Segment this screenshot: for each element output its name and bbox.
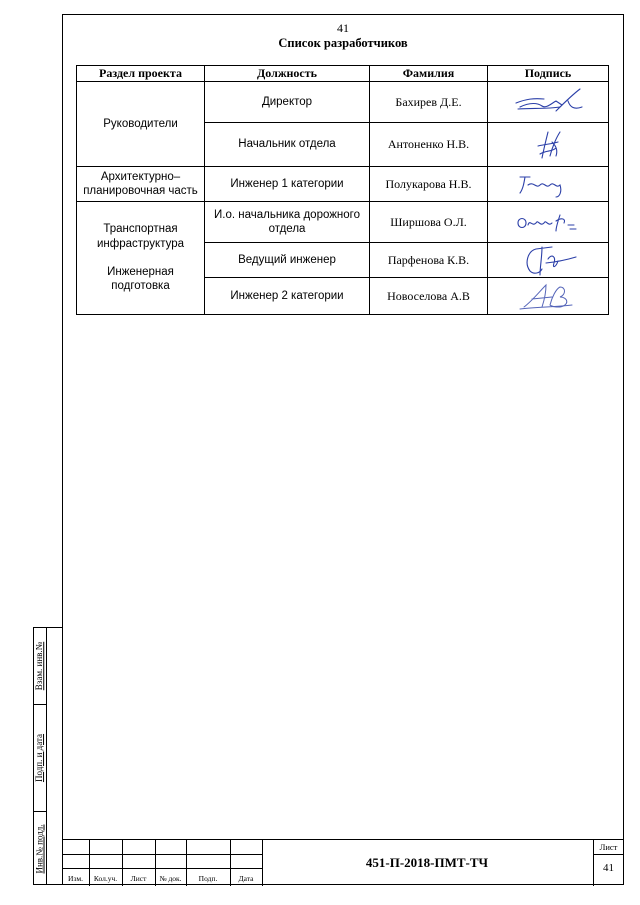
section-transport bbox=[77, 202, 205, 315]
margin-podp-label: Подп. и дата bbox=[34, 733, 45, 783]
table-header-row bbox=[77, 66, 609, 82]
title-block bbox=[62, 839, 624, 885]
developers-table bbox=[76, 65, 609, 315]
page-frame bbox=[62, 14, 624, 885]
surname-cell: Антоненко Н.В. bbox=[370, 123, 488, 167]
position-cell: Директор bbox=[205, 82, 370, 123]
section-transport-label: Транспортная инфраструктура bbox=[96, 223, 185, 250]
label-podp: Подп. bbox=[198, 874, 218, 883]
document-code: 451-П-2018-ПМТ-ТЧ bbox=[365, 855, 489, 870]
section-arch: Архитектурно–планировочная часть bbox=[77, 167, 205, 202]
surname-cell: Ширшова О.Л. bbox=[370, 202, 488, 243]
position-cell: Начальник отдела bbox=[205, 123, 370, 167]
position-cell: Инженер 2 категории bbox=[205, 278, 370, 315]
margin-vzam-label: Взам. инв.№ bbox=[34, 641, 45, 690]
signature-image bbox=[512, 85, 584, 119]
signature-image bbox=[512, 167, 584, 201]
margin-inv-label: Инв.№ подл. bbox=[34, 823, 45, 874]
surname-cell: Полукарова Н.В. bbox=[370, 167, 488, 202]
position-cell: И.о. начальника дорожного отдела bbox=[205, 202, 370, 243]
label-ndok: № док. bbox=[159, 874, 182, 883]
position-cell: Ведущий инженер bbox=[205, 243, 370, 278]
page-number: 41 bbox=[337, 21, 349, 35]
signature-cell bbox=[488, 202, 609, 243]
label-koluch: Кол.уч. bbox=[93, 874, 118, 883]
section-engineering-label: Инженерная подготовка bbox=[107, 266, 174, 293]
header-position: Должность bbox=[205, 66, 370, 82]
label-data: Дата bbox=[238, 874, 254, 883]
header-section: Раздел проекта bbox=[77, 66, 205, 82]
table-row bbox=[77, 82, 609, 123]
table-row bbox=[77, 202, 609, 243]
signature-image bbox=[512, 205, 584, 239]
label-list: Лист bbox=[130, 874, 147, 883]
signature-cell bbox=[488, 243, 609, 278]
sheet-label: Лист bbox=[599, 842, 618, 852]
label-izm: Изм. bbox=[68, 874, 83, 883]
table-row bbox=[77, 167, 609, 202]
margin-inv-cell bbox=[33, 811, 47, 885]
signature-image bbox=[512, 128, 584, 162]
signature-cell bbox=[488, 278, 609, 315]
margin-vzam-cell bbox=[33, 627, 47, 704]
surname-cell: Новоселова А.В bbox=[370, 278, 488, 315]
section-leaders: Руководители bbox=[77, 82, 205, 167]
page-title: Список разработчиков bbox=[278, 36, 408, 50]
signature-cell bbox=[488, 123, 609, 167]
header-surname: Фамилия bbox=[370, 66, 488, 82]
signature-image bbox=[512, 279, 584, 313]
sheet-number: 41 bbox=[603, 862, 614, 874]
margin-podp-cell bbox=[33, 704, 47, 811]
position-cell: Инженер 1 категории bbox=[205, 167, 370, 202]
surname-cell: Бахирев Д.Е. bbox=[370, 82, 488, 123]
signature-image bbox=[512, 243, 584, 277]
signature-cell bbox=[488, 167, 609, 202]
signature-cell bbox=[488, 82, 609, 123]
header-signature: Подпись bbox=[488, 66, 609, 82]
surname-cell: Парфенова К.В. bbox=[370, 243, 488, 278]
